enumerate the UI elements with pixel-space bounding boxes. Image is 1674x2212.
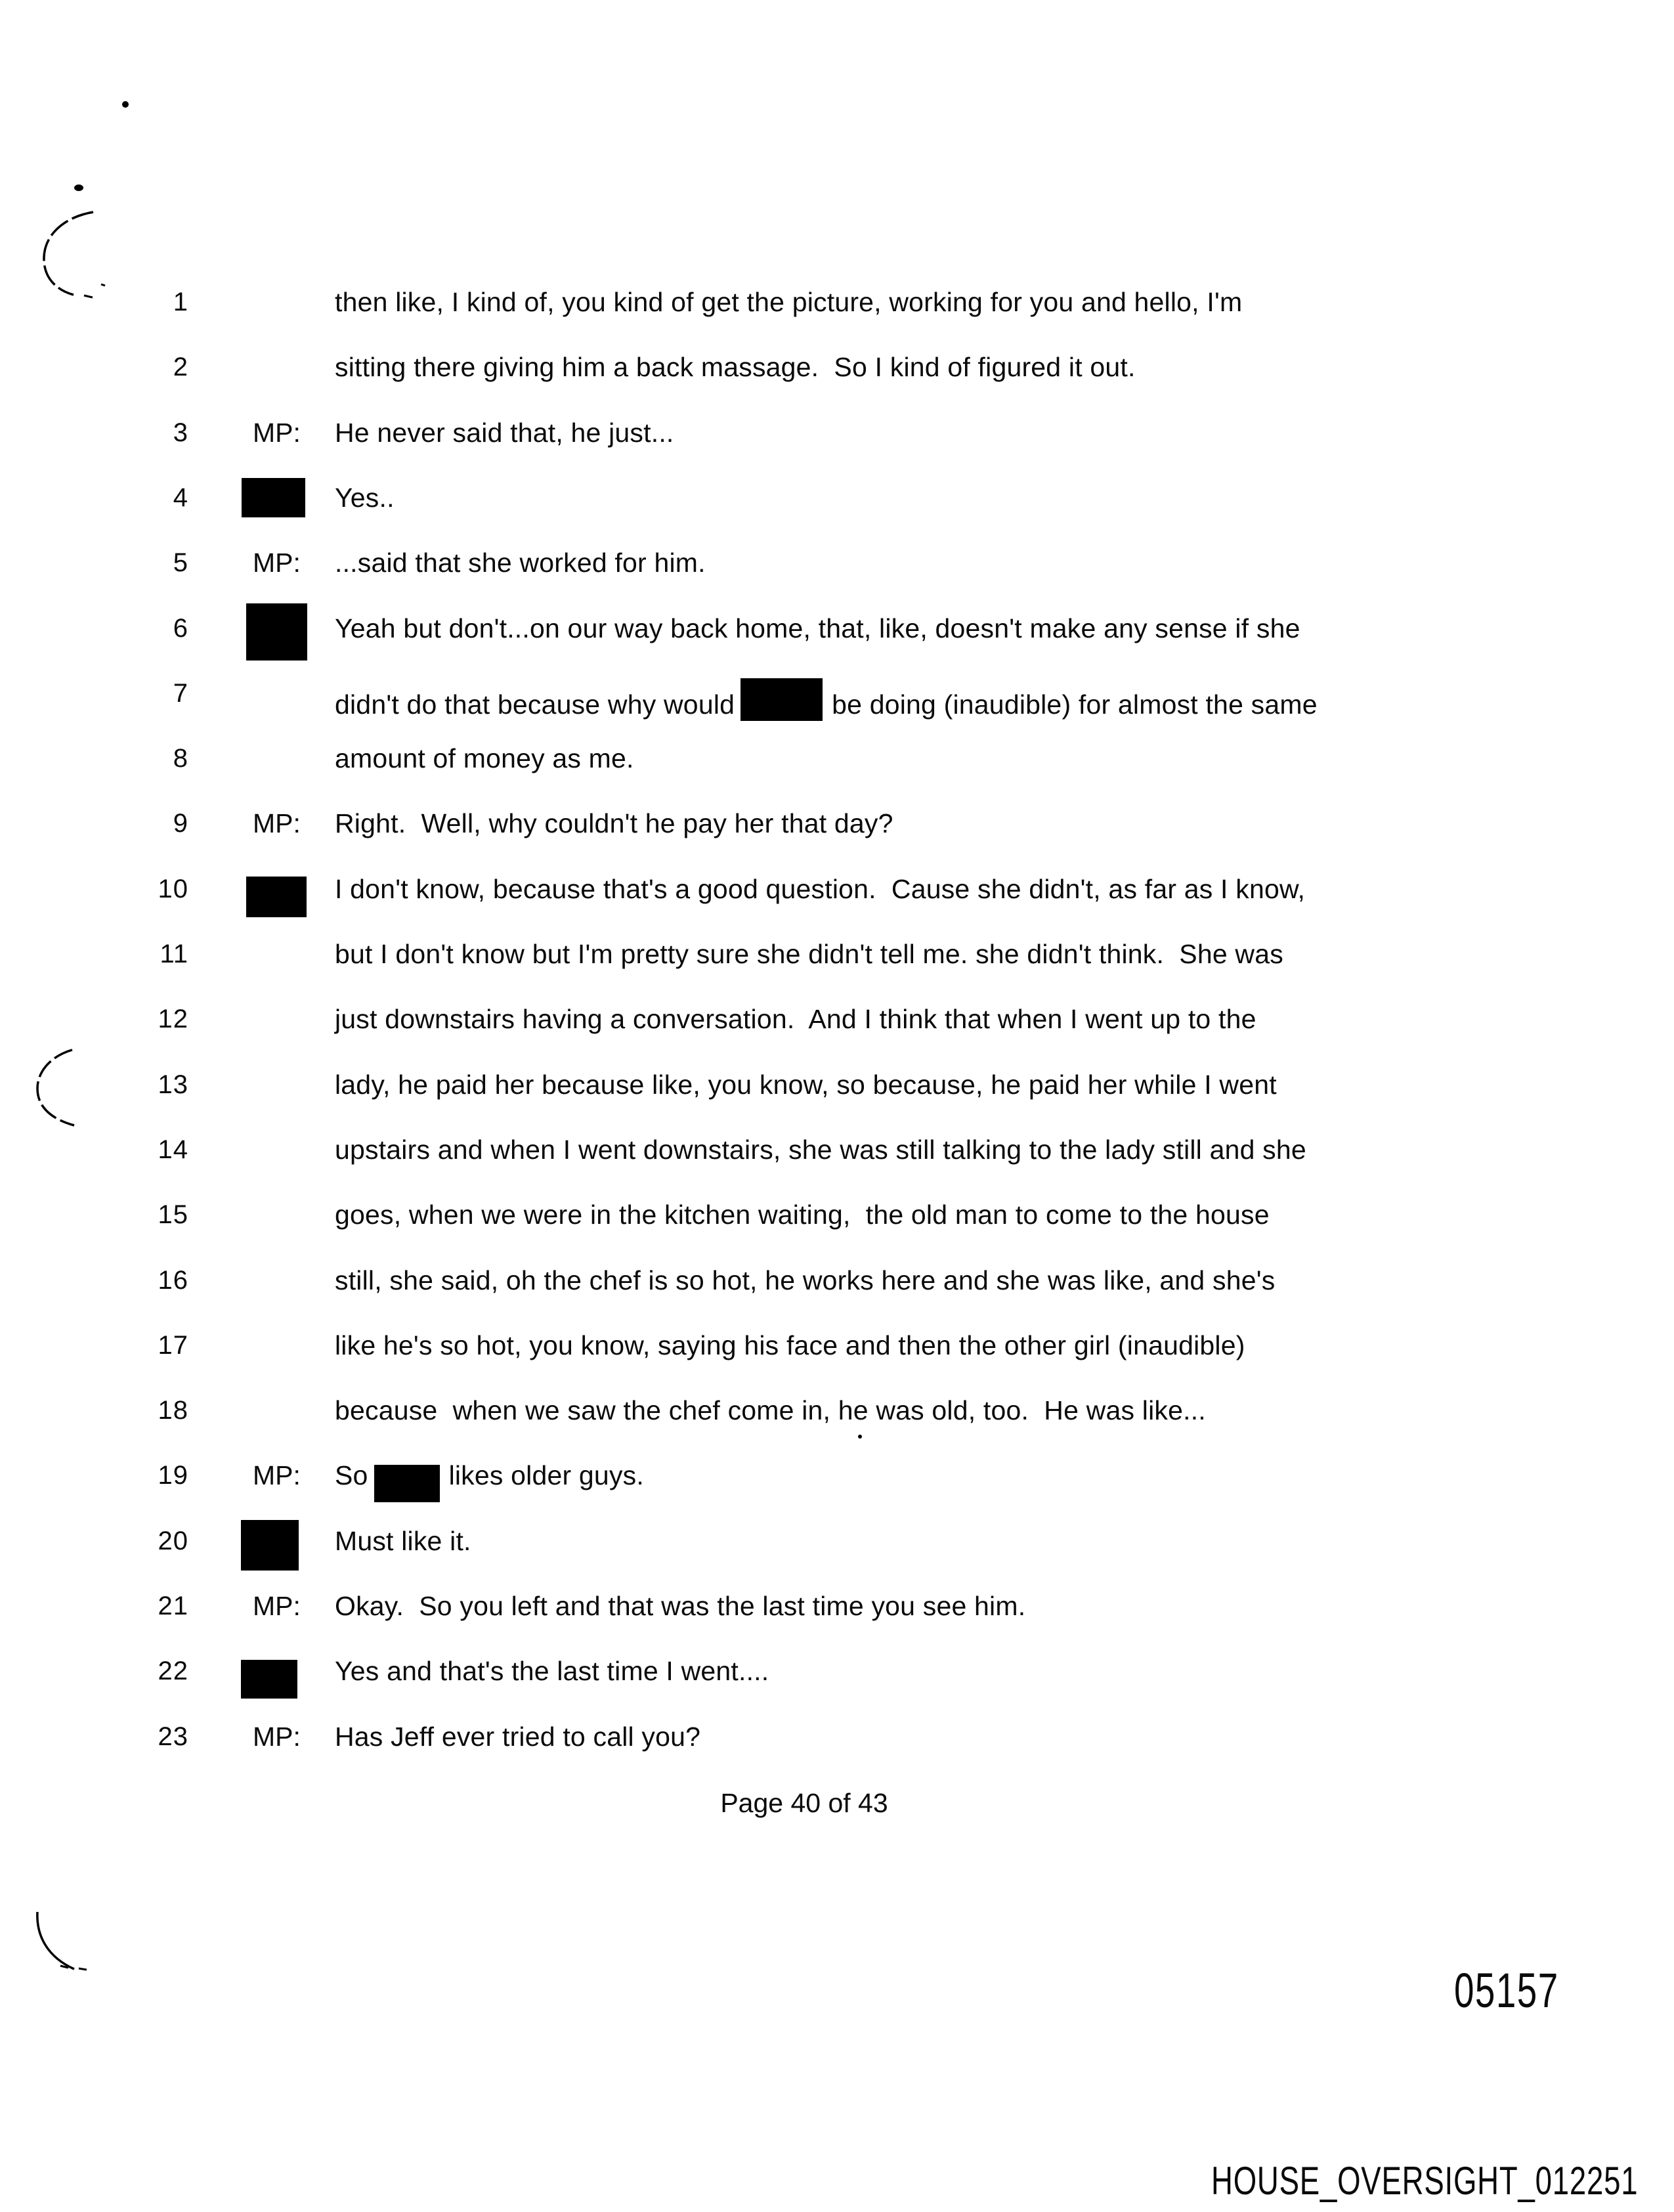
line-text <box>335 874 1305 904</box>
line-number: 19 <box>158 1461 188 1490</box>
line-number: 15 <box>158 1200 188 1230</box>
line-number: 7 <box>173 678 188 708</box>
line-text-pre: then like, I kind of, you kind of get the picture, working for you and hello, I'm <box>335 287 1243 317</box>
line-text <box>335 1330 1245 1360</box>
transcript-line-1 <box>0 287 1674 341</box>
transcript-line-4 <box>0 483 1674 536</box>
transcript-line-6 <box>0 613 1674 667</box>
line-text <box>335 483 395 513</box>
line-number: 20 <box>158 1526 188 1555</box>
ink-dot <box>74 184 83 191</box>
ink-dot <box>122 101 129 108</box>
line-text <box>335 1722 700 1752</box>
speaker-redaction-box <box>241 1520 299 1571</box>
line-text <box>335 352 1136 382</box>
bates-number: HOUSE_OVERSIGHT_012251 <box>1211 2159 1639 2203</box>
pen-arc-bottom-left-dash <box>60 1966 87 1970</box>
line-number: 4 <box>173 483 188 512</box>
line-text <box>335 1395 1206 1425</box>
line-text <box>335 613 1300 643</box>
transcript-line-14 <box>0 1135 1674 1188</box>
transcript-line-16 <box>0 1265 1674 1319</box>
line-text <box>335 548 706 578</box>
line-text-pre: Right. Well, why couldn't he pay her that day? <box>335 808 893 839</box>
line-text-pre: like he's so hot, you know, saying his face and then the other girl (inaudible) <box>335 1330 1245 1360</box>
line-text <box>335 1526 471 1556</box>
line-text-pre: I don't know, because that's a good question. Cause she didn't, as far as I know, <box>335 873 1306 904</box>
transcript-line-23 <box>0 1722 1674 1775</box>
speaker-redaction-box <box>246 603 307 661</box>
transcript-line-19 <box>0 1460 1674 1514</box>
line-text-pre: Okay. So you left and that was the last time you see him. <box>335 1591 1026 1621</box>
speaker-redaction-box <box>246 877 307 917</box>
line-text <box>335 1656 769 1686</box>
line-number: 13 <box>158 1070 188 1099</box>
line-text <box>335 287 1242 317</box>
line-text-pre: Has Jeff ever tried to call you? <box>335 1721 701 1752</box>
line-text-pre: goes, when we were in the kitchen waiting, the old man to come to the house <box>335 1200 1270 1230</box>
line-number: 23 <box>158 1722 188 1751</box>
line-text <box>335 1460 644 1502</box>
stamp-number: 05157 <box>1454 1963 1559 2018</box>
pen-arc-bottom-left <box>37 1912 74 1969</box>
line-number: 3 <box>173 418 188 447</box>
line-text <box>335 1265 1275 1295</box>
line-text <box>335 1135 1306 1165</box>
line-text <box>335 743 634 773</box>
speaker-redaction-box <box>242 478 305 517</box>
speaker-label: MP: <box>253 808 301 839</box>
line-text <box>335 678 1318 721</box>
line-text-pre: Must like it. <box>335 1525 471 1556</box>
transcript-line-5 <box>0 548 1674 601</box>
line-number: 5 <box>173 548 188 578</box>
line-text <box>335 808 893 838</box>
transcript-line-21 <box>0 1591 1674 1645</box>
line-number: 22 <box>158 1657 188 1686</box>
line-text-pre: but I don't know but I'm pretty sure she didn't tell me. she didn't think. She was <box>335 939 1283 969</box>
speaker-label: MP: <box>253 1721 301 1752</box>
line-text <box>335 1070 1277 1100</box>
line-text-pre: didn't do that because why would <box>335 689 735 720</box>
line-text-pre: Yeah but don't...on our way back home, that, like, doesn't make any sense if she <box>335 613 1300 643</box>
line-text <box>335 1004 1256 1034</box>
pen-arc-top-left <box>44 212 93 295</box>
line-text-pre: So <box>335 1460 368 1491</box>
transcript-line-13 <box>0 1070 1674 1123</box>
line-number: 16 <box>158 1265 188 1295</box>
line-text-pre: Yes.. <box>335 482 395 513</box>
line-number: 6 <box>173 613 188 643</box>
line-number: 2 <box>173 353 188 382</box>
speaker-label: MP: <box>253 417 301 448</box>
transcript-line-20 <box>0 1526 1674 1580</box>
line-text <box>335 418 674 448</box>
transcript-line-12 <box>0 1004 1674 1058</box>
line-number: 8 <box>173 744 188 773</box>
line-number: 18 <box>158 1396 188 1425</box>
speaker-label: MP: <box>253 548 301 578</box>
inline-redaction-box <box>740 678 823 721</box>
line-text <box>335 939 1283 969</box>
line-number: 1 <box>173 288 188 316</box>
line-text-pre: He never said that, he just... <box>335 417 674 448</box>
speaker-redaction-box <box>241 1660 297 1699</box>
line-text-pre: because when we saw the chef come in, he was old, too. He was like... <box>335 1395 1206 1426</box>
speaker-label: MP: <box>253 1460 301 1491</box>
page-footer: Page 40 of 43 <box>720 1788 888 1818</box>
line-text-post: likes older guys. <box>448 1460 644 1491</box>
line-text-pre: ...said that she worked for him. <box>335 548 706 578</box>
transcript-line-2 <box>0 352 1674 406</box>
line-text-pre: still, she said, oh the chef is so hot, he works here and she was like, and she's <box>335 1265 1276 1295</box>
transcript-line-10 <box>0 874 1674 928</box>
line-number: 10 <box>158 874 188 903</box>
line-number: 17 <box>158 1330 188 1360</box>
transcript-line-22 <box>0 1656 1674 1710</box>
transcript-line-11 <box>0 939 1674 993</box>
line-number: 12 <box>158 1005 188 1034</box>
line-text-pre: amount of money as me. <box>335 743 634 774</box>
line-number: 21 <box>158 1592 188 1620</box>
transcript-line-9 <box>0 808 1674 862</box>
transcript-line-18 <box>0 1395 1674 1449</box>
transcript-line-3 <box>0 418 1674 471</box>
transcript-line-15 <box>0 1200 1674 1253</box>
line-text-pre: just downstairs having a conversation. And I think that when I went up to the <box>335 1004 1256 1035</box>
line-text-pre: sitting there giving him a back massage. So I kind of figured it out. <box>335 352 1136 383</box>
line-number: 9 <box>173 809 188 838</box>
line-number: 11 <box>160 940 188 968</box>
transcript-line-7 <box>0 678 1674 732</box>
line-text <box>335 1200 1270 1230</box>
line-text <box>335 1591 1025 1621</box>
inline-redaction-box <box>374 1465 440 1502</box>
line-number: 14 <box>158 1135 188 1164</box>
transcript-line-8 <box>0 743 1674 797</box>
speaker-label: MP: <box>253 1591 301 1621</box>
line-text-pre: upstairs and when I went downstairs, she was still talking to the lady still and she <box>335 1134 1306 1165</box>
line-text-post: be doing (inaudible) for almost the same <box>832 689 1318 720</box>
line-text-pre: Yes and that's the last time I went.... <box>335 1656 769 1687</box>
transcript-line-17 <box>0 1330 1674 1384</box>
line-text-pre: lady, he paid her because like, you know, so because, he paid her while I went <box>335 1069 1277 1100</box>
